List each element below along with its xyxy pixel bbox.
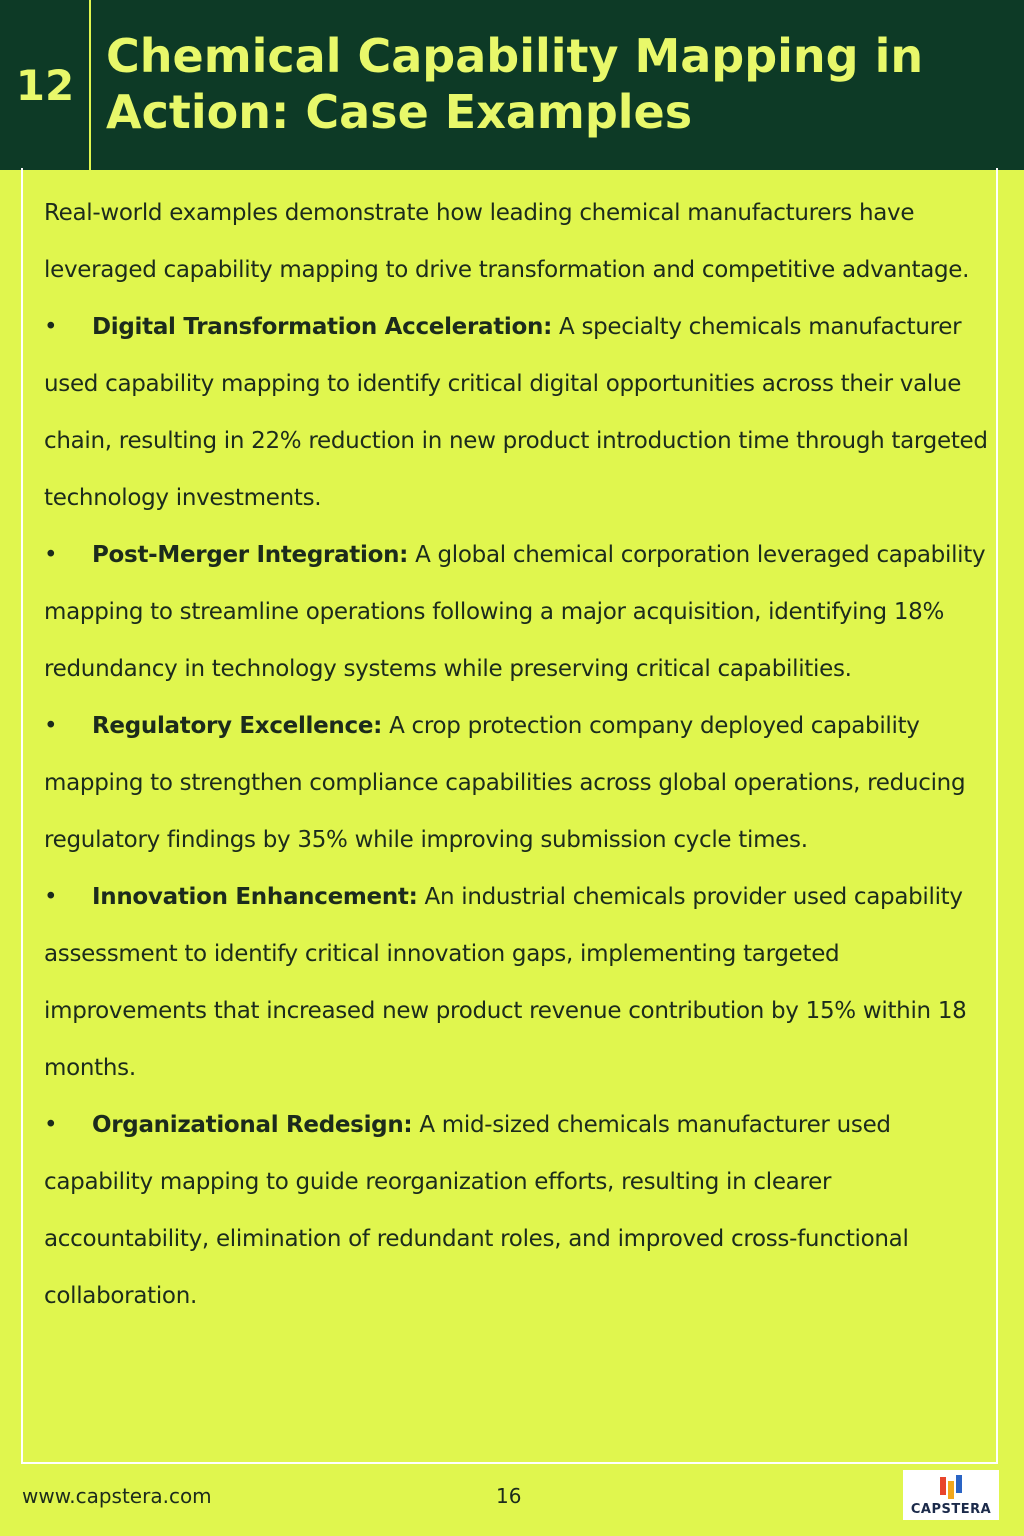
website-link[interactable]: www.capstera.com (22, 1484, 212, 1508)
header-divider (89, 0, 91, 170)
bullet-marker: • (44, 713, 58, 739)
case-example-item (44, 869, 994, 1097)
case-example-item (44, 698, 994, 869)
case-example-heading: Organizational Redesign: (92, 1112, 413, 1138)
case-example-heading: Digital Transformation Acceleration: (92, 314, 552, 340)
bullet-marker: • (44, 542, 58, 568)
capstera-logo (903, 1470, 999, 1520)
case-example-text: A global chemical corporation leveraged capability mapping to streamline operations following a major acquisition, identifying 18% redundancy in technology systems while preserving critical capabilities. (44, 542, 986, 682)
case-example-text: A specialty chemicals manufacturer used capability mapping to identify critical digital opportunities across their value chain, resulting in 22% reduction in new product introduction time through targeted technology investments. (44, 314, 988, 511)
content-body (44, 185, 994, 1325)
page-header (0, 0, 1024, 170)
case-example-item (44, 299, 994, 527)
intro-paragraph: Real-world examples demonstrate how leading chemical manufacturers have leveraged capability mapping to drive transformation and competitive advantage. (44, 200, 970, 283)
bullet-marker: • (44, 884, 58, 910)
logo-text: CAPSTERA (910, 1502, 992, 1517)
bullet-marker: • (44, 1112, 58, 1138)
case-example-text: An industrial chemicals provider used capability assessment to identify critical innovation gaps, implementing targeted improvements that increased new product revenue contribution by 15% within 18 months. (44, 884, 967, 1081)
page-title: Chemical Capability Mapping in Action: Case Examples (106, 29, 924, 139)
case-example-heading: Regulatory Excellence: (92, 713, 383, 739)
case-example-item (44, 1097, 994, 1325)
page-number: 16 (496, 1484, 522, 1508)
case-example-heading: Post-Merger Integration: (92, 542, 409, 568)
case-example-text: A crop protection company deployed capability mapping to strengthen compliance capabilities across global operations, reducing regulatory findings by 35% while improving submission cycle times. (44, 713, 966, 853)
bullet-marker: • (44, 314, 58, 340)
section-number: 12 (15, 60, 75, 110)
case-example-item (44, 527, 994, 698)
logo-mark-icon (937, 1473, 965, 1501)
case-example-heading: Innovation Enhancement: (92, 884, 418, 910)
case-example-text: A mid-sized chemicals manufacturer used capability mapping to guide reorganization efforts, resulting in clearer accountability, elimination of redundant roles, and improved cross-functional collaboration. (44, 1112, 909, 1309)
